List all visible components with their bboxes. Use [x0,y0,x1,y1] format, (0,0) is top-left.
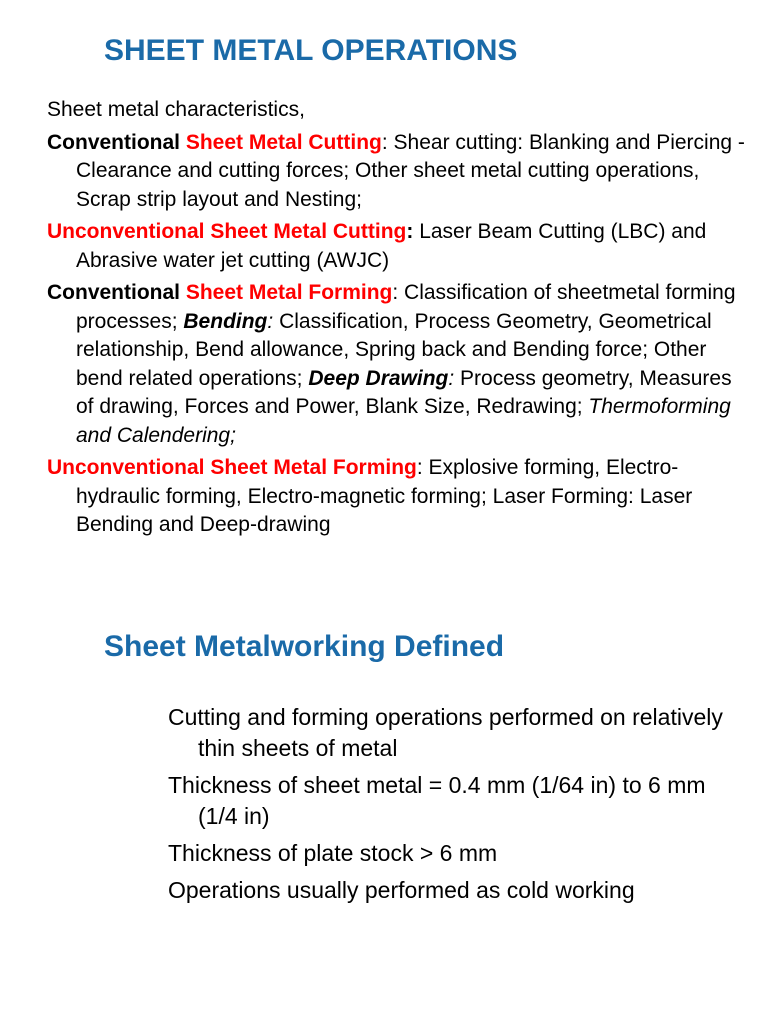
text-forming-part-1: : Classification of sheetmetal forming processes; [76,281,736,333]
bullet-list [168,702,728,912]
slide-sheet-metalworking-defined [0,590,768,1024]
label-bending-colon: : [267,309,274,333]
label-unconventional-sheet-metal-cutting: Unconventional Sheet Metal Cutting [47,220,407,243]
paragraph-conventional-cutting [47,129,747,215]
label-sheet-metal-forming: Sheet Metal Forming [185,281,393,304]
text-conventional-cutting: : Shear cutting: Blanking and Piercing -Clearance and cutting forces; Other sheet metal cutting operations, Scrap strip layout and Nesting; [76,130,745,211]
paragraph-unconventional-cutting [47,218,747,275]
label-sheet-metal-cutting: Sheet Metal Cutting [185,130,382,154]
paragraph-conventional-forming [47,279,747,450]
label-deep-drawing-colon: : [448,366,455,390]
text-thermoforming: Thermoforming and Calendering; [76,395,731,447]
paragraph-unconventional-forming [47,454,747,540]
label-conventional: Conventional [47,130,186,154]
list-item: Cutting and forming operations performed on relatively thin sheets of metal [168,704,723,761]
list-item: Thickness of plate stock > 6 mm [168,840,498,866]
text-unconventional-cutting: Laser Beam Cutting (LBC) and Abrasive water jet cutting (AWJC) [76,220,707,272]
list-item: Operations usually performed as cold working [168,877,635,903]
text-unconventional-forming: : Explosive forming, Electro-hydraulic forming, Electro-magnetic forming; Laser Forming: Laser Bending and Deep-drawing [76,456,693,536]
label-unconventional-sheet-metal-forming: Unconventional Sheet Metal Forming [47,456,417,479]
label-bending: Bending [183,309,268,333]
text-forming-part-3: Process geometry, Measures of drawing, Forces and Power, Blank Size, Redrawing; [76,366,732,418]
list-item: Thickness of sheet metal = 0.4 mm (1/64 in) to 6 mm (1/4 in) [168,772,706,829]
slide-title: SHEET METAL OPERATIONS [104,34,518,67]
intro-line: Sheet metal characteristics, [47,98,305,121]
slide-title: Sheet Metalworking Defined [104,630,505,663]
text-forming-part-2: Classification, Process Geometry, Geometrical relationship, Bend allowance, Spring back and Bending force; Other bend related operations; [76,309,712,390]
label-conventional: Conventional [47,281,186,304]
label-colon: : [406,220,414,243]
slide-body [47,96,747,544]
label-deep-drawing: Deep Drawing [308,366,449,390]
